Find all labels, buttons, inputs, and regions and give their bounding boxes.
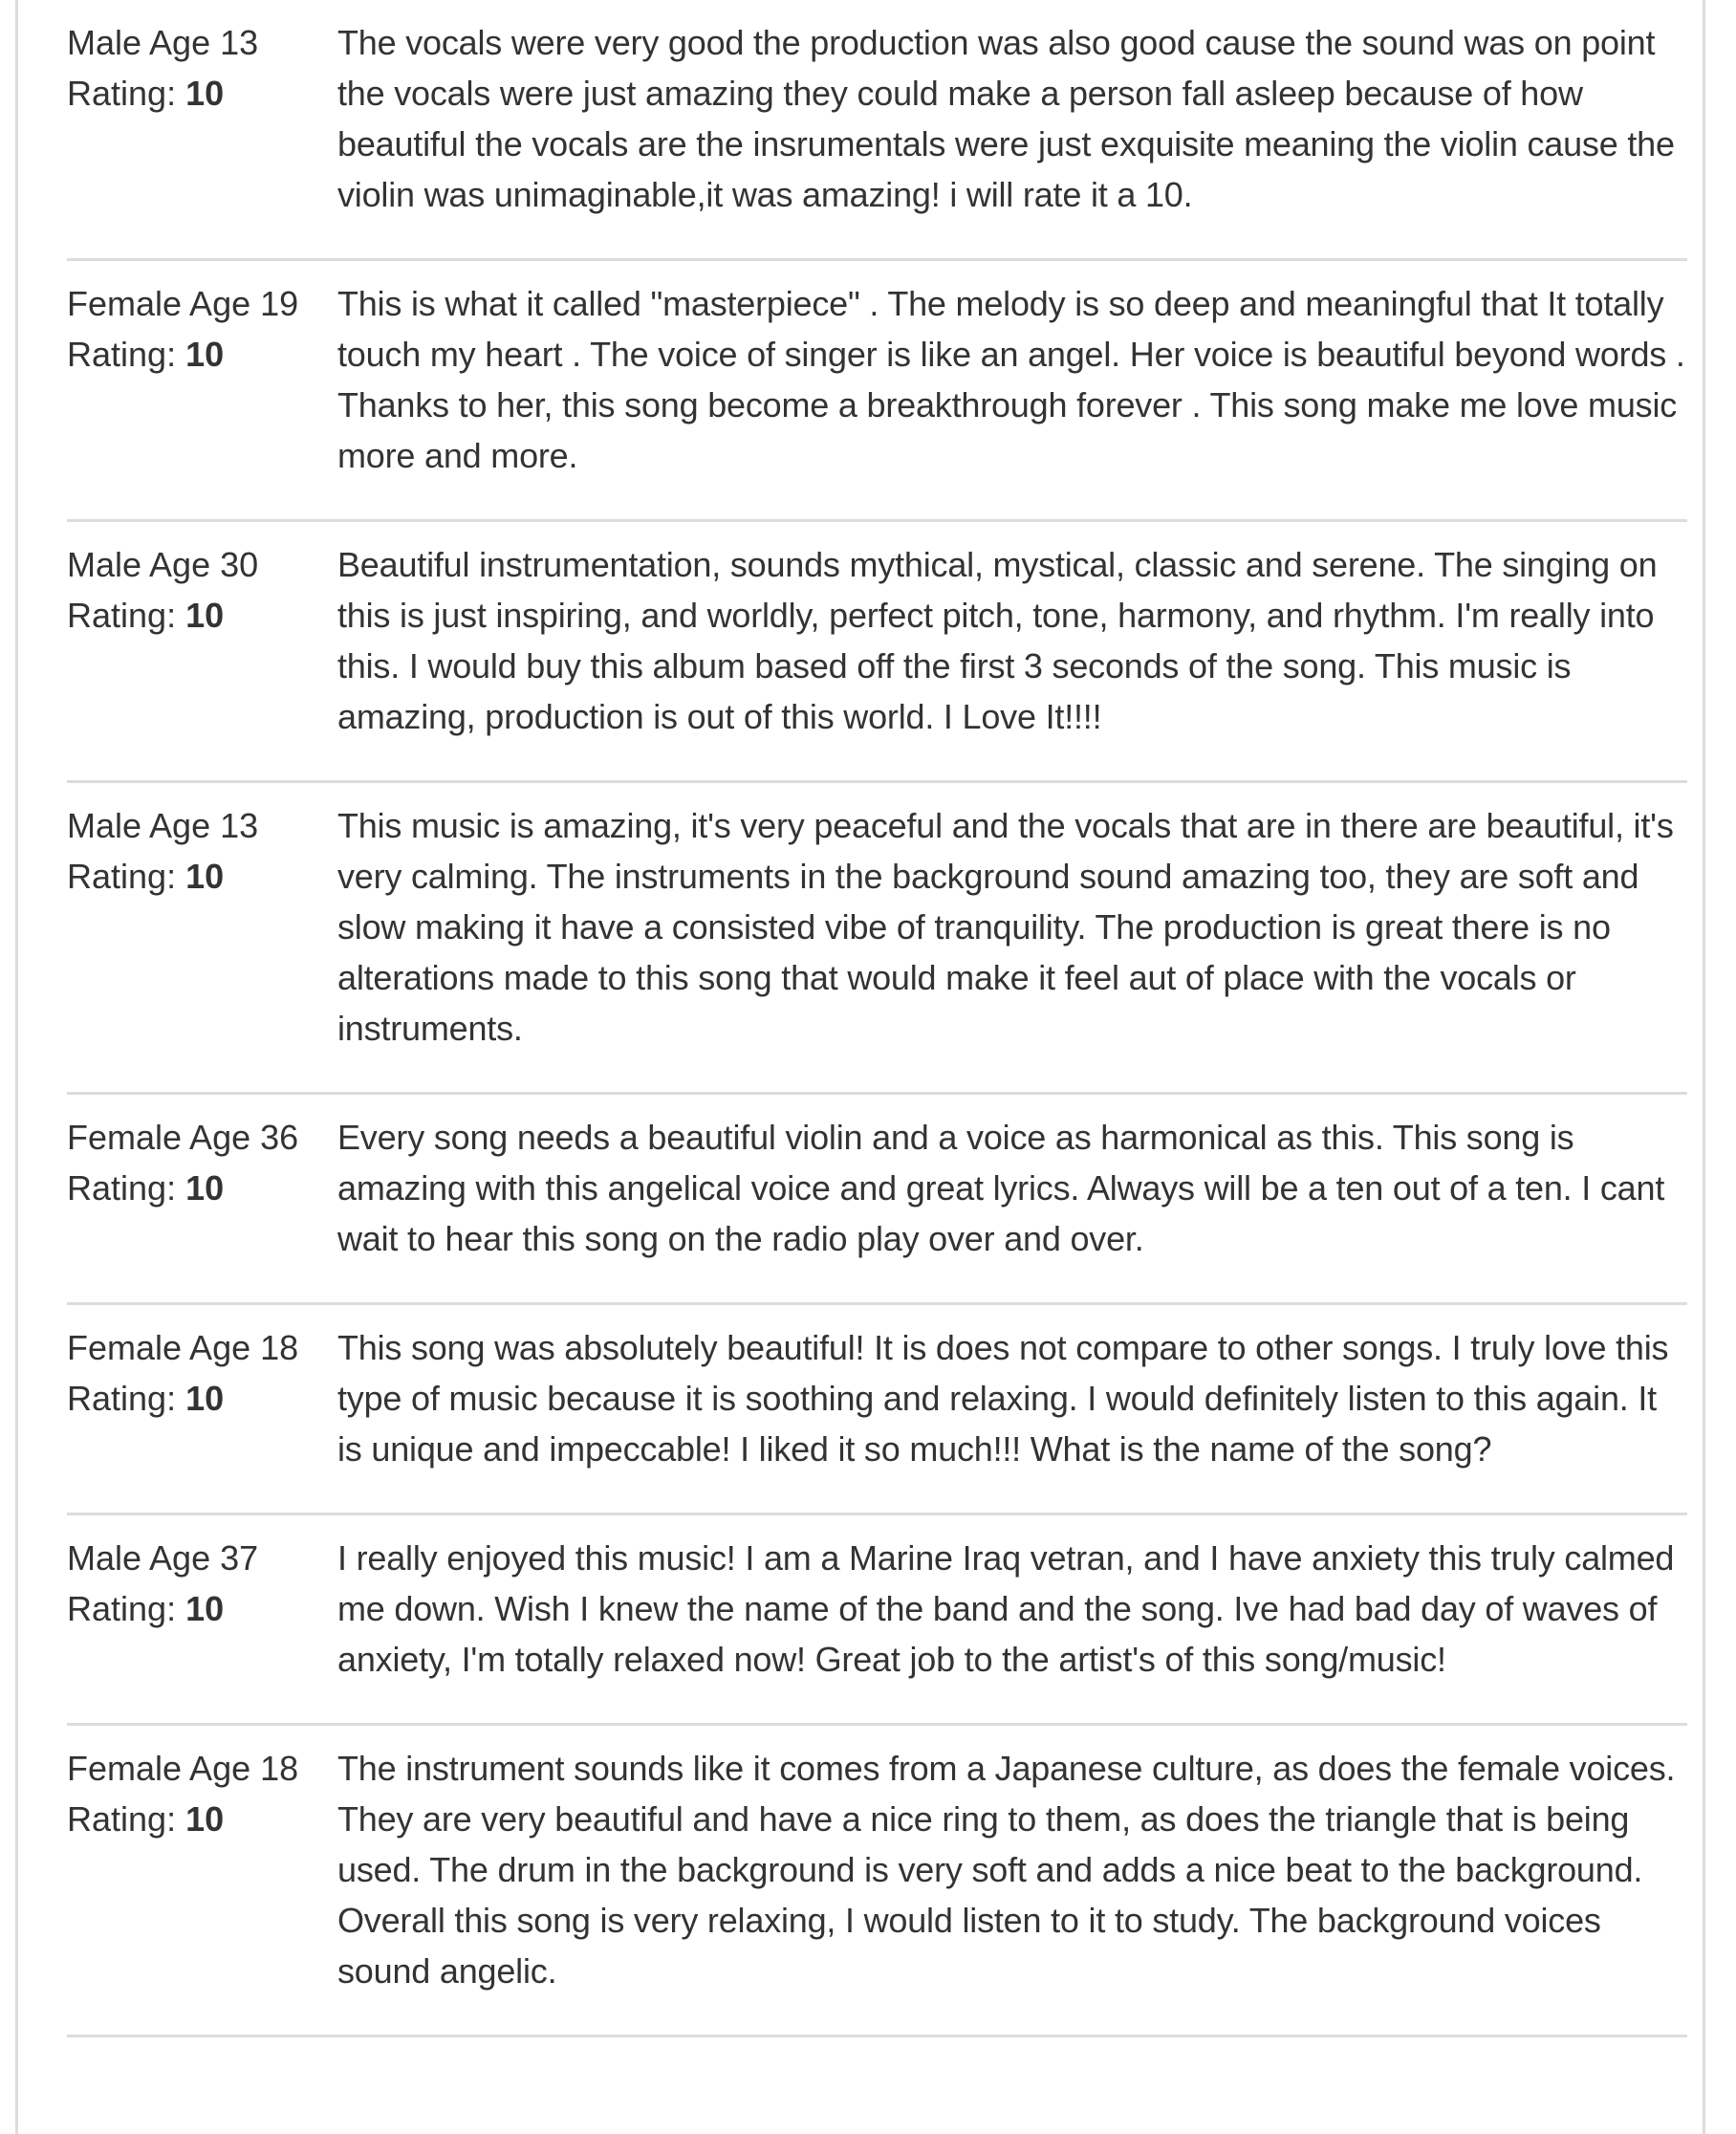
review-meta bbox=[67, 278, 337, 481]
review-author: Male Age 37 bbox=[67, 1538, 259, 1578]
review-text: Every song needs a beautiful violin and a voice as harmonical as this. This song is amazing with this angelical voice and great lyrics. Always will be a ten out of a ten. I cant wait to hear this song on the radio play over and over. bbox=[337, 1118, 1665, 1258]
rating-value: 10 bbox=[185, 74, 225, 113]
rating-label: Rating: bbox=[67, 74, 177, 113]
review-rating bbox=[67, 851, 337, 902]
rating-value: 10 bbox=[185, 857, 225, 896]
review-text: The vocals were very good the production was also good cause the sound was on point the vocals were just amazing they could make a person fall asleep because of how beautiful the vocals are the insrumentals were just exquisite meaning the violin cause the violin was unimaginable,it was amazing! i will rate it a 10. bbox=[337, 23, 1675, 214]
rating-label: Rating: bbox=[67, 1799, 177, 1839]
rating-value: 10 bbox=[185, 1168, 225, 1208]
review-meta bbox=[67, 1743, 337, 1996]
review-rating bbox=[67, 1373, 337, 1424]
rating-value: 10 bbox=[185, 335, 225, 374]
review-item bbox=[67, 1726, 1687, 2037]
rating-value: 10 bbox=[185, 1799, 225, 1839]
review-rating bbox=[67, 1583, 337, 1634]
rating-value: 10 bbox=[185, 1379, 225, 1418]
review-rating bbox=[67, 590, 337, 641]
review-item bbox=[67, 1095, 1687, 1305]
review-text: The instrument sounds like it comes from a Japanese culture, as does the female voices. They are very beautiful and have a nice ring to them, as does the triangle that is being used. The drum in the background is very soft and adds a nice beat to the background. Overall this song is very relaxing, I would listen to it to study. The background voices sound angelic. bbox=[337, 1749, 1676, 1991]
review-rating bbox=[67, 1794, 337, 1844]
review-item bbox=[67, 522, 1687, 783]
review-item bbox=[67, 1305, 1687, 1515]
review-item bbox=[67, 1515, 1687, 1726]
review-list bbox=[67, 0, 1687, 2037]
rating-label: Rating: bbox=[67, 1589, 177, 1628]
rating-label: Rating: bbox=[67, 857, 177, 896]
review-rating bbox=[67, 68, 337, 119]
review-rating bbox=[67, 1163, 337, 1213]
review-author: Female Age 18 bbox=[67, 1749, 299, 1788]
review-item bbox=[67, 261, 1687, 522]
review-text: This music is amazing, it's very peaceful and the vocals that are in there are beautiful, it's very calming. The instruments in the background sound amazing too, they are soft and slow making it have a consisted vibe of tranquility. The production is great there is no alterations made to this song that would make it feel aut of place with the vocals or instruments. bbox=[337, 806, 1674, 1048]
review-author: Male Age 30 bbox=[67, 545, 259, 584]
review-author: Female Age 19 bbox=[67, 284, 299, 323]
review-text: This song was absolutely beautiful! It is does not compare to other songs. I truly love this type of music because it is soothing and relaxing. I would definitely listen to this again. It is unique and impeccable! I liked it so much!!! What is the name of the song? bbox=[337, 1328, 1669, 1469]
review-meta bbox=[67, 1322, 337, 1474]
review-text: I really enjoyed this music! I am a Marine Iraq vetran, and I have anxiety this truly calmed me down. Wish I knew the name of the band and the song. Ive had bad day of waves of anxiety, I'm totally relaxed now! Great job to the artist's of this song/music! bbox=[337, 1538, 1675, 1679]
rating-value: 10 bbox=[185, 596, 225, 635]
review-meta bbox=[67, 1112, 337, 1264]
rating-label: Rating: bbox=[67, 596, 177, 635]
review-meta bbox=[67, 17, 337, 220]
review-rating bbox=[67, 329, 337, 380]
review-item bbox=[67, 783, 1687, 1095]
rating-label: Rating: bbox=[67, 335, 177, 374]
review-text: This is what it called "masterpiece" . The melody is so deep and meaningful that It totally touch my heart . The voice of singer is like an angel. Her voice is beautiful beyond words . Thanks to her, this song become a breakthrough forever . This song make me love music more and more. bbox=[337, 284, 1685, 475]
review-author: Female Age 18 bbox=[67, 1328, 299, 1367]
rating-label: Rating: bbox=[67, 1168, 177, 1208]
review-meta bbox=[67, 800, 337, 1054]
review-meta bbox=[67, 1533, 337, 1685]
review-meta bbox=[67, 539, 337, 742]
rating-label: Rating: bbox=[67, 1379, 177, 1418]
review-author: Male Age 13 bbox=[67, 806, 259, 845]
review-author: Female Age 36 bbox=[67, 1118, 299, 1157]
review-text: Beautiful instrumentation, sounds mythical, mystical, classic and serene. The singing on this is just inspiring, and worldly, perfect pitch, tone, harmony, and rhythm. I'm really into this. I would buy this album based off the first 3 seconds of the song. This music is amazing, production is out of this world. I Love It!!!! bbox=[337, 545, 1658, 736]
review-item bbox=[67, 0, 1687, 261]
review-author: Male Age 13 bbox=[67, 23, 259, 62]
reviews-panel bbox=[15, 0, 1705, 2134]
rating-value: 10 bbox=[185, 1589, 225, 1628]
